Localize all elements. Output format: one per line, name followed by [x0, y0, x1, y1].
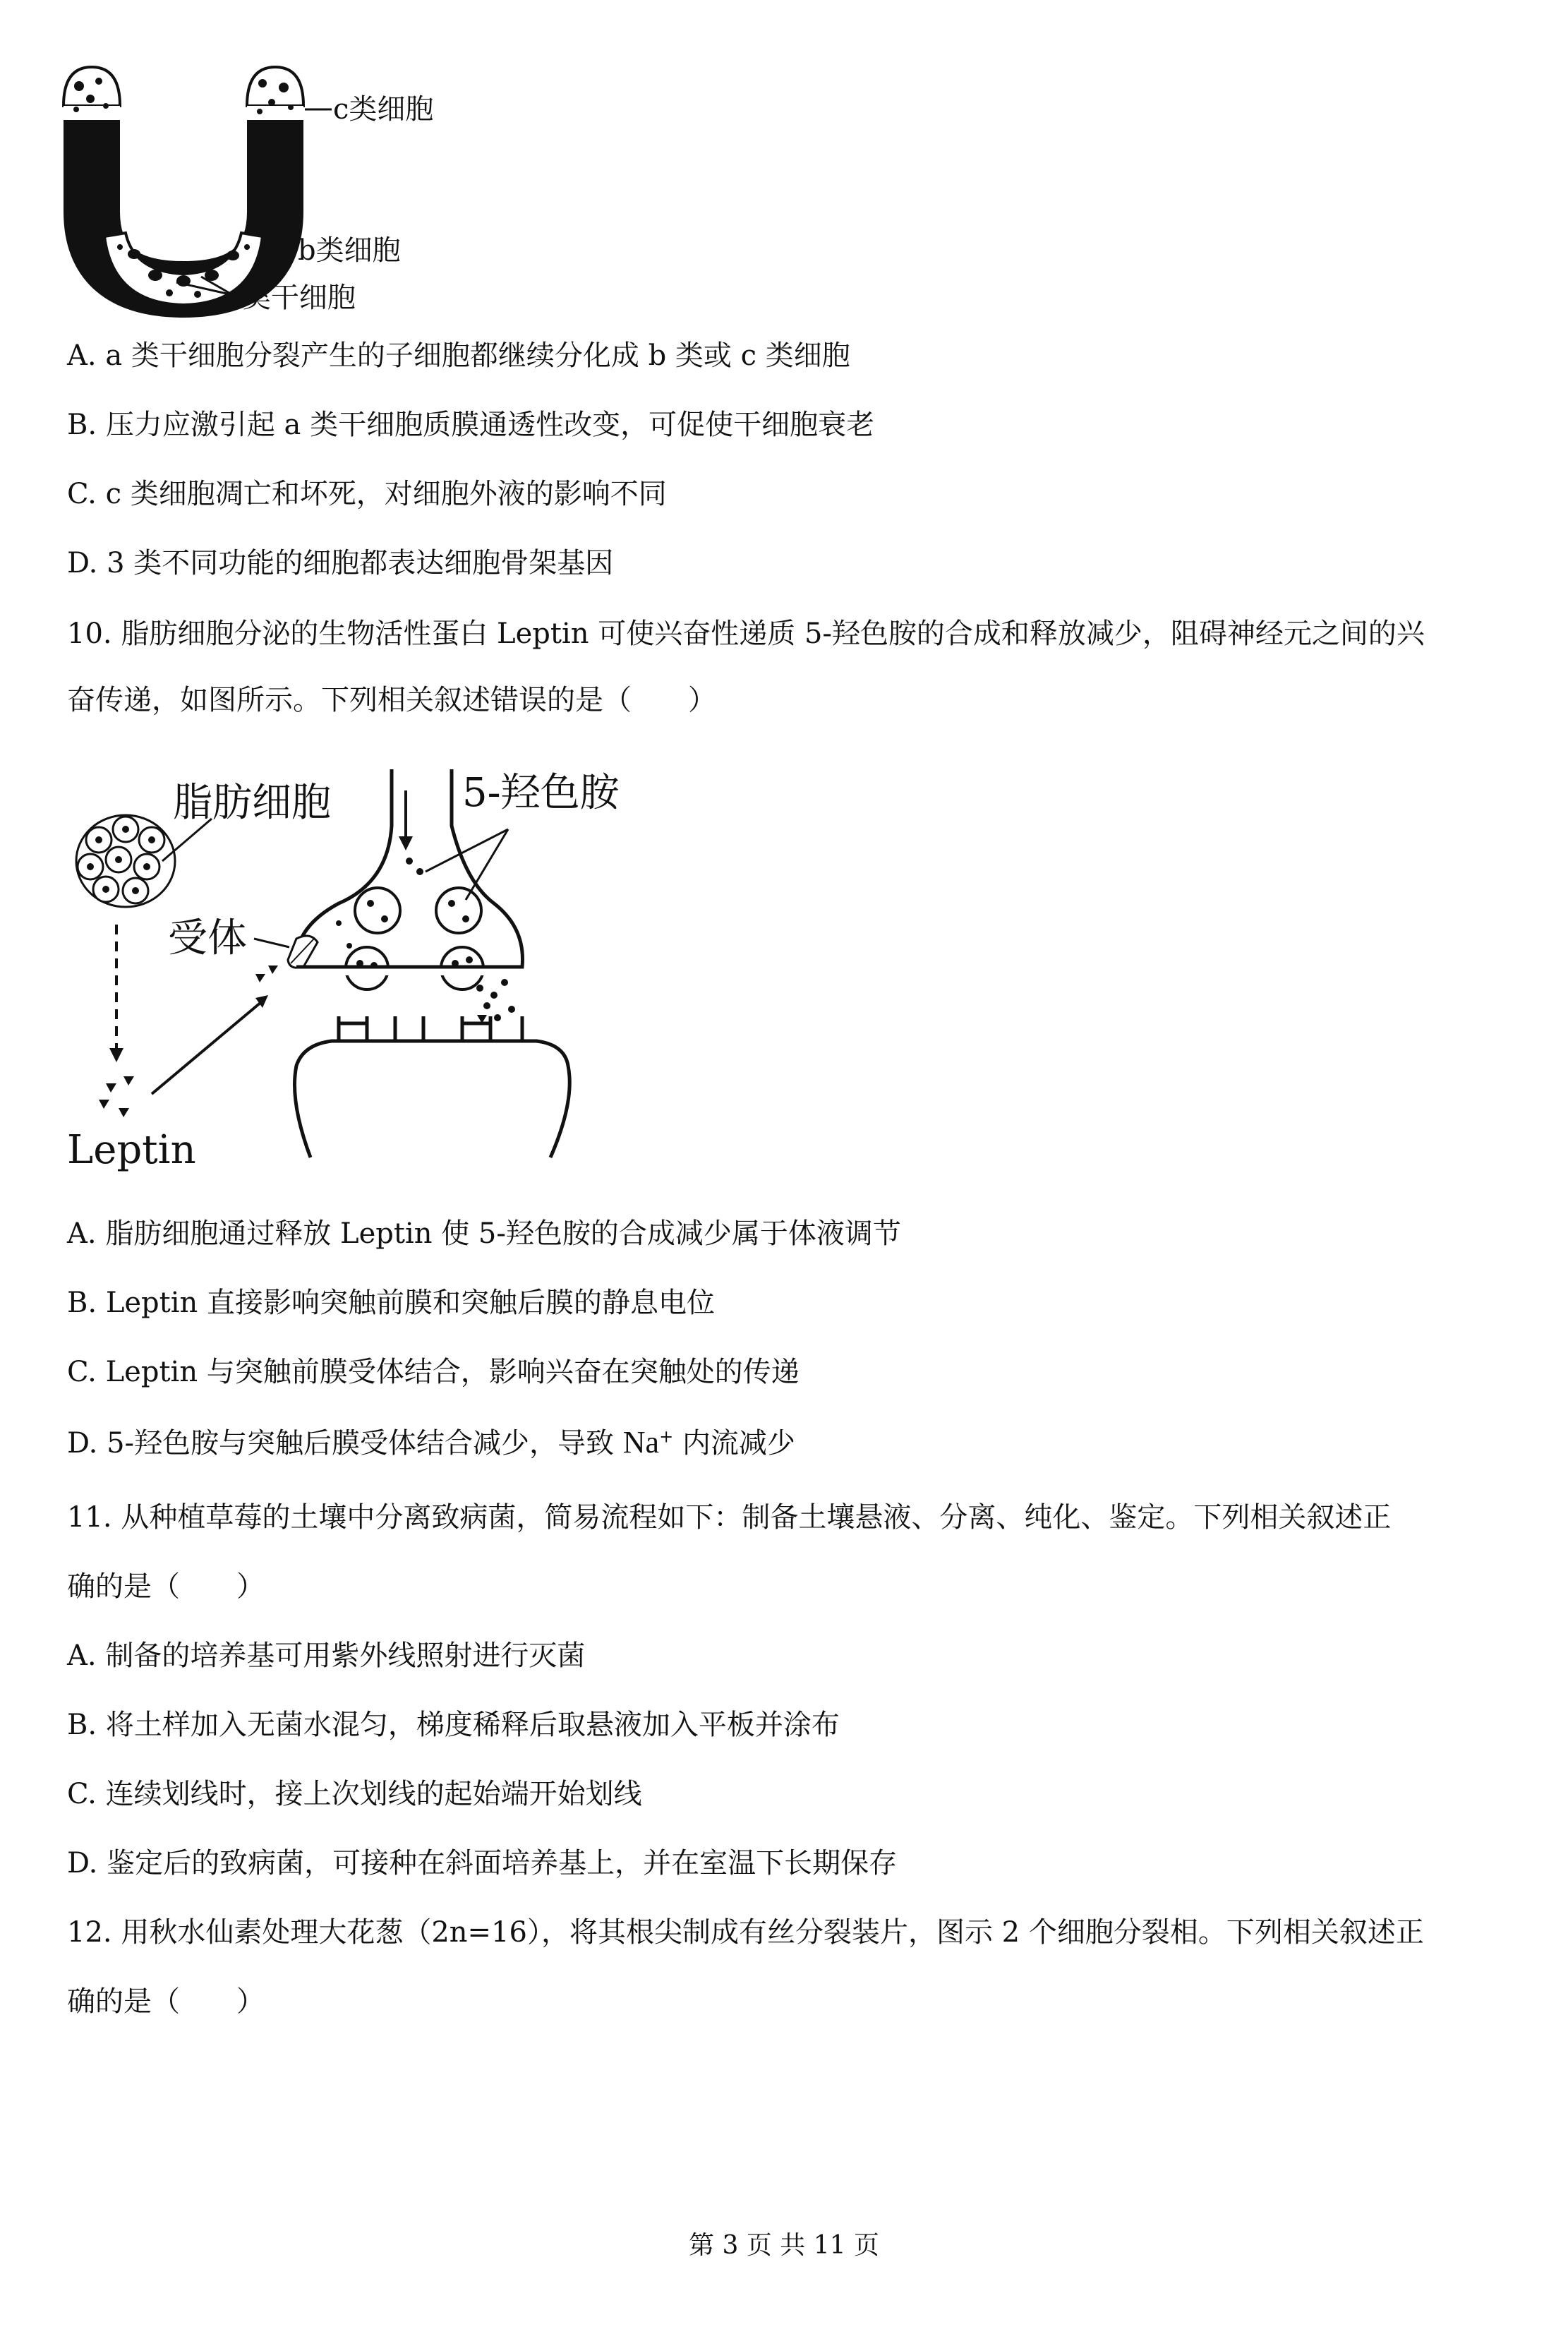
- q9-option-d: D. 3 类不同功能的细胞都表达细胞骨架基因: [67, 547, 614, 579]
- q10-option-b: B. Leptin 直接影响突触前膜和突触后膜的静息电位: [67, 1287, 716, 1319]
- synapse-diagram: [0, 762, 1568, 1186]
- label-c-cells: c类细胞: [333, 93, 434, 126]
- q11-option-d: D. 鉴定后的致病菌，可接种在斜面培养基上，并在室温下长期保存: [67, 1847, 898, 1879]
- q9-option-a: A. a 类干细胞分裂产生的子细胞都继续分化成 b 类或 c 类细胞: [67, 339, 850, 372]
- crypt-diagram: [0, 0, 1568, 325]
- q10-option-c: C. Leptin 与突触前膜受体结合，影响兴奋在突触处的传递: [67, 1356, 800, 1388]
- q11-option-a: A. 制备的培养基可用紫外线照射进行灭菌: [67, 1640, 586, 1672]
- q10-stem-line-2: 奋传递，如图所示。下列相关叙述错误的是（ ）: [67, 684, 716, 716]
- q10-option-d-charge: +: [659, 1426, 674, 1447]
- label-fat-cell: 脂肪细胞: [173, 780, 331, 826]
- q9-option-b: B. 压力应激引起 a 类干细胞质膜通透性改变，可促使干细胞衰老: [67, 409, 875, 441]
- label-serotonin: 5-羟色胺: [462, 770, 620, 816]
- q10-option-a: A. 脂肪细胞通过释放 Leptin 使 5-羟色胺的合成减少属于体液调节: [67, 1217, 901, 1250]
- q11-stem-line-1: 11. 从种植草莓的土壤中分离致病菌，简易流程如下：制备土壤悬液、分离、纯化、鉴定。下列相关叙述正: [67, 1501, 1392, 1534]
- q10-option-d-ion: Na: [622, 1425, 660, 1460]
- page-footer: 第 3 页 共 11 页: [689, 2231, 879, 2260]
- label-b-cells: b类细胞: [298, 234, 401, 267]
- q11-option-b: B. 将土样加入无菌水混匀，梯度稀释后取悬液加入平板并涂布: [67, 1709, 840, 1741]
- q10-option-d-suffix: 内流减少: [673, 1427, 795, 1460]
- q12-stem-line-1: 12. 用秋水仙素处理大花葱（2n=16），将其根尖制成有丝分裂装片，图示 2 个细胞分裂相。下列相关叙述正: [67, 1916, 1424, 1949]
- label-a-stem-cells: a类干细胞: [226, 282, 356, 314]
- fat-cell-cluster: [76, 815, 175, 907]
- q10-option-d-prefix: D. 5-羟色胺与突触后膜受体结合减少，导致: [67, 1427, 623, 1460]
- q12-stem-line-2: 确的是（ ）: [67, 1985, 265, 2018]
- label-leptin: Leptin: [67, 1127, 196, 1173]
- q9-option-c: C. c 类细胞凋亡和坏死，对细胞外液的影响不同: [67, 478, 667, 510]
- q10-stem-line-1: 10. 脂肪细胞分泌的生物活性蛋白 Leptin 可使兴奋性递质 5-羟色胺的合成和释放减少，阻碍神经元之间的兴: [67, 618, 1425, 650]
- q11-stem-line-2: 确的是（ ）: [67, 1570, 265, 1603]
- label-receptor: 受体: [168, 915, 247, 961]
- q11-option-c: C. 连续划线时，接上次划线的起始端开始划线: [67, 1778, 642, 1810]
- q10-option-d: [67, 1424, 795, 1462]
